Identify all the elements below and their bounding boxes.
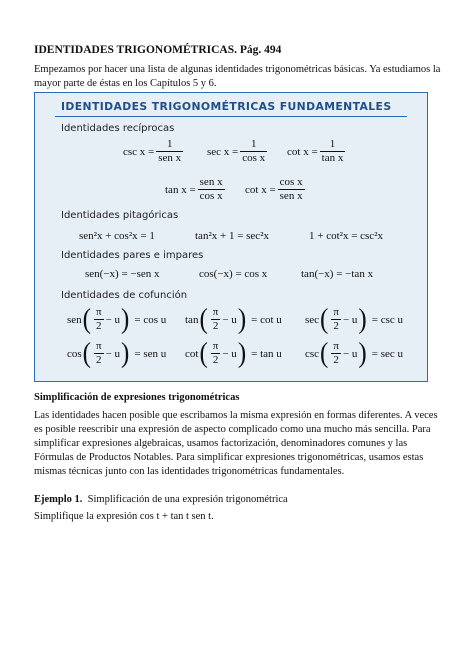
identity-csc: csc x = $\frac{1}{\text{sen x}}$ bbox=[123, 138, 182, 164]
reciprocal-heading: Identidades recíprocas bbox=[61, 123, 175, 134]
identity-cofunction-cot: cot ( $\frac{\pi}{2}$ − u ) = tan u bbox=[185, 337, 282, 370]
identity-pythagorean-2: tan²x + 1 = sec²x bbox=[195, 230, 269, 242]
example-title: Simplificación de una expresión trigonométrica bbox=[87, 494, 288, 505]
box-title: IDENTIDADES TRIGONOMÉTRICAS FUNDAMENTALES bbox=[61, 100, 392, 113]
identity-cot-quotient: cot x = $\frac{\text{cos x}}{\text{sen x}}$ bbox=[245, 176, 303, 202]
cofunction-heading: Identidades de cofunción bbox=[61, 290, 188, 301]
fraction: $\frac{\pi}{2}$ bbox=[212, 306, 219, 332]
even-odd-heading: Identidades pares e impares bbox=[61, 250, 204, 261]
identity-cofunction-tan: tan ( $\frac{\pi}{2}$ − u ) = cot u bbox=[185, 303, 282, 336]
page-title: IDENTIDADES TRIGONOMÉTRICAS. Pág. 494 bbox=[34, 44, 282, 56]
fraction: $\frac{\text{sen x}}{\text{cos x}}$ bbox=[199, 176, 223, 202]
identity-even-odd-cos: cos(−x) = cos x bbox=[199, 268, 268, 280]
identity-cot: cot x = $\frac{1}{\text{tan x}}$ bbox=[287, 138, 344, 164]
fraction: $\frac{\text{cos x}}{\text{sen x}}$ bbox=[279, 176, 303, 202]
identity-cofunction-csc: csc ( $\frac{\pi}{2}$ − u ) = sec u bbox=[305, 337, 403, 370]
example-label: Ejemplo 1. bbox=[34, 494, 83, 505]
body-paragraph: Las identidades hacen posible que escribamos la misma expresión en formas diferentes. A veces es posible reescribir una expresión de aspecto complicado como una mucho más sencilla. Para simplificar expresiones algebraicas, usamos factorización, denominadores comunes y las Fórmulas de Productos Notables. Para simplificar expresiones trigonométricas, usamos estas mismas técnicas junto con las identidades trigonométricas fundamentales. bbox=[34, 410, 438, 477]
intro-paragraph: Empezamos por hacer una lista de algunas identidades trigonométricas básicas. Ya estudiamos la mayor parte de éstas en los Capítulos 5 y 6. bbox=[34, 64, 441, 89]
identity-cofunction-sec: sec ( $\frac{\pi}{2}$ − u ) = csc u bbox=[305, 303, 403, 336]
identity-even-odd-sen: sen(−x) = −sen x bbox=[85, 268, 160, 280]
fraction: $\frac{\pi}{2}$ bbox=[96, 306, 102, 332]
identities-box bbox=[34, 92, 428, 382]
fraction: $\frac{\pi}{2}$ bbox=[212, 340, 219, 366]
identity-cofunction-cos: cos ( $\frac{\pi}{2}$ − u ) = sen u bbox=[67, 337, 167, 370]
identity-even-odd-tan: tan(−x) = −tan x bbox=[301, 268, 374, 280]
identity-tan-quotient: tan x = $\frac{\text{sen x}}{\text{cos x}}$ bbox=[165, 176, 223, 202]
identity-cofunction-sen: sen ( $\frac{\pi}{2}$ − u ) = cos u bbox=[67, 303, 167, 336]
fraction: $\frac{1}{\text{tan x}}$ bbox=[321, 138, 344, 164]
identity-pythagorean-1: sen²x + cos²x = 1 bbox=[79, 230, 155, 242]
fraction: $\frac{1}{\text{cos x}}$ bbox=[242, 138, 266, 164]
fraction: $\frac{\pi}{2}$ bbox=[333, 340, 339, 366]
identity-sec: sec x = $\frac{1}{\text{cos x}}$ bbox=[207, 138, 266, 164]
example-heading bbox=[34, 494, 288, 505]
example-prompt: Simplifique la expresión cos t + tan t sen t. bbox=[34, 511, 214, 522]
section-heading: Simplificación de expresiones trigonométricas bbox=[34, 392, 240, 403]
fraction: $\frac{\pi}{2}$ bbox=[96, 340, 102, 366]
pythagorean-heading: Identidades pitagóricas bbox=[61, 210, 179, 221]
fraction: $\frac{\pi}{2}$ bbox=[333, 306, 339, 332]
identity-pythagorean-3: 1 + cot²x = csc²x bbox=[309, 230, 383, 242]
fraction: $\frac{1}{\text{sen x}}$ bbox=[158, 138, 182, 164]
box-title-rule bbox=[55, 116, 407, 117]
